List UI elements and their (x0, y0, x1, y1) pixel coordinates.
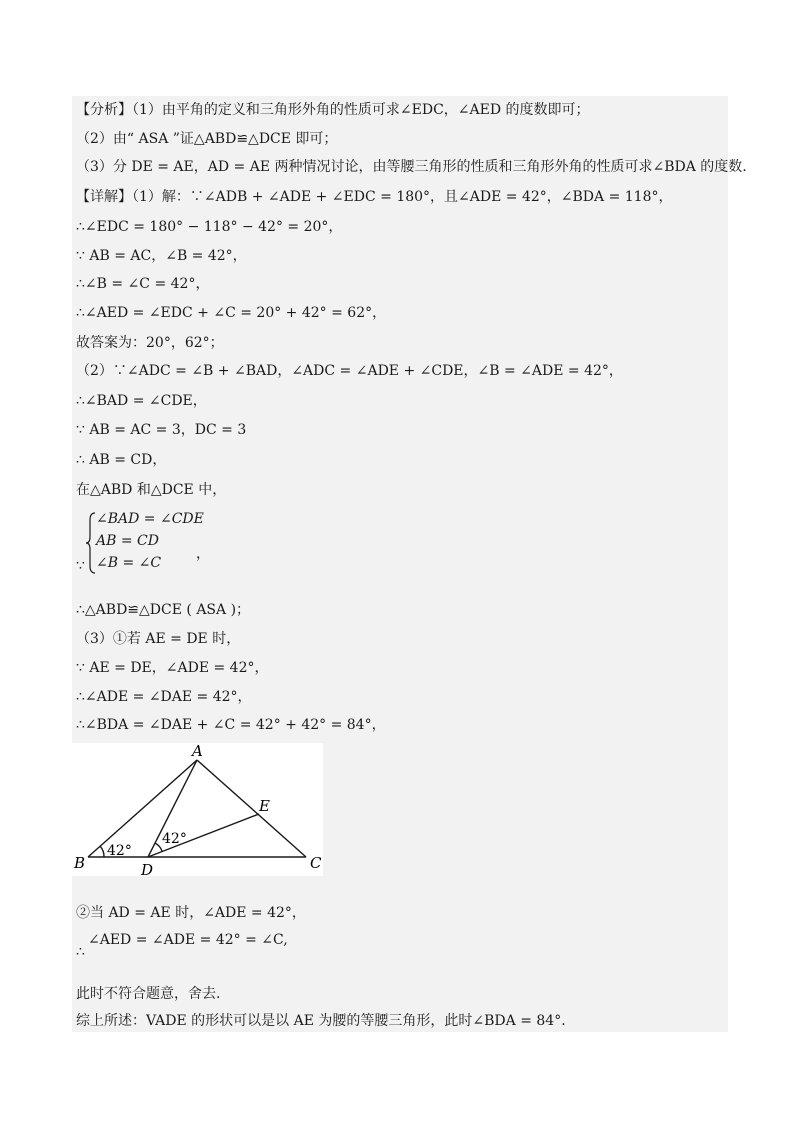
system-row-2: AB = CD (96, 533, 159, 549)
analysis-line-3: （3）分 DE = AE，AD = AE 两种情况讨论，由等腰三角形的性质和三角形外角的性质可求∠BDA 的度数. (76, 159, 747, 175)
case2-line-2: ∠AED = ∠ADE = 42° = ∠C, (88, 932, 288, 948)
triangle-diagram (72, 743, 323, 876)
angle-b-label: 42° (107, 843, 132, 859)
case2-line-1: ②当 AD = AE 时，∠ADE = 42°， (76, 905, 306, 921)
part2-line-5: 在△ABD 和△DCE 中， (76, 482, 227, 498)
therefore-symbol: ∴ (76, 944, 85, 960)
system-row-1: ∠BAD = ∠CDE (96, 511, 204, 527)
label-a: A (192, 743, 203, 760)
part3-line-2: ∵ AE = DE，∠ADE = 42°， (76, 660, 269, 676)
part3-line-3: ∴∠ADE = ∠DAE = 42°， (76, 689, 252, 705)
left-brace-icon (86, 512, 96, 574)
solution-line-1: 【详解】（1）解：∵∠ADB + ∠ADE + ∠EDC = 180°，且∠ADE = 42°，∠BDA = 118°， (76, 189, 673, 205)
part2-line-4: ∴ AB = CD， (76, 452, 167, 468)
angle-d-label: 42° (162, 831, 187, 847)
angle-d-arc (155, 843, 162, 851)
part2-line-1: （2）∵∠ADC = ∠B + ∠BAD，∠ADC = ∠ADE + ∠CDE，∠B = ∠ADE = 42°， (76, 363, 623, 379)
angle-b-arc (100, 846, 104, 857)
summary-line: 综上所述：VADE 的形状可以是以 AE 为腰的等腰三角形，此时∠BDA = 84°. (76, 1013, 566, 1029)
solution-line-3: ∵ AB = AC，∠B = 42°， (76, 248, 247, 264)
part3-line-4: ∴∠BDA = ∠DAE + ∠C = 42° + 42° = 84°， (76, 717, 386, 733)
part2-conclusion: ∴△ABD≌△DCE ( ASA )； (76, 602, 251, 618)
system-row-3: ∠B = ∠C (96, 555, 162, 571)
answer-line: 故答案为：20°，62°； (76, 335, 224, 351)
because-symbol: ∵ (76, 558, 85, 574)
part2-line-3: ∵ AB = AC = 3，DC = 3 (76, 422, 247, 438)
triangle-figure (72, 743, 323, 876)
solution-line-5: ∴∠AED = ∠EDC + ∠C = 20° + 42° = 62°， (76, 305, 387, 321)
label-c: C (310, 854, 322, 872)
analysis-line-1: 【分析】（1）由平角的定义和三角形外角的性质可求∠EDC，∠AED 的度数即可； (76, 102, 590, 118)
congruence-system (76, 510, 276, 576)
part3-line-1: （3）①若 AE = DE 时， (76, 631, 241, 647)
system-comma: ， (196, 546, 210, 562)
label-e: E (259, 797, 270, 815)
analysis-line-2: （2）由“ ASA ”证△ABD≌△DCE 即可； (76, 131, 338, 147)
solution-line-2: ∴∠EDC = 180° − 118° − 42° = 20°， (76, 219, 343, 235)
segment-ac (197, 760, 306, 857)
label-b: B (74, 854, 86, 872)
label-d: D (141, 861, 154, 876)
part2-line-2: ∴∠BAD = ∠CDE， (76, 393, 207, 409)
case2-line-3: 此时不符合题意，舍去. (76, 986, 221, 1002)
solution-line-4: ∴∠B = ∠C = 42°， (76, 276, 210, 292)
